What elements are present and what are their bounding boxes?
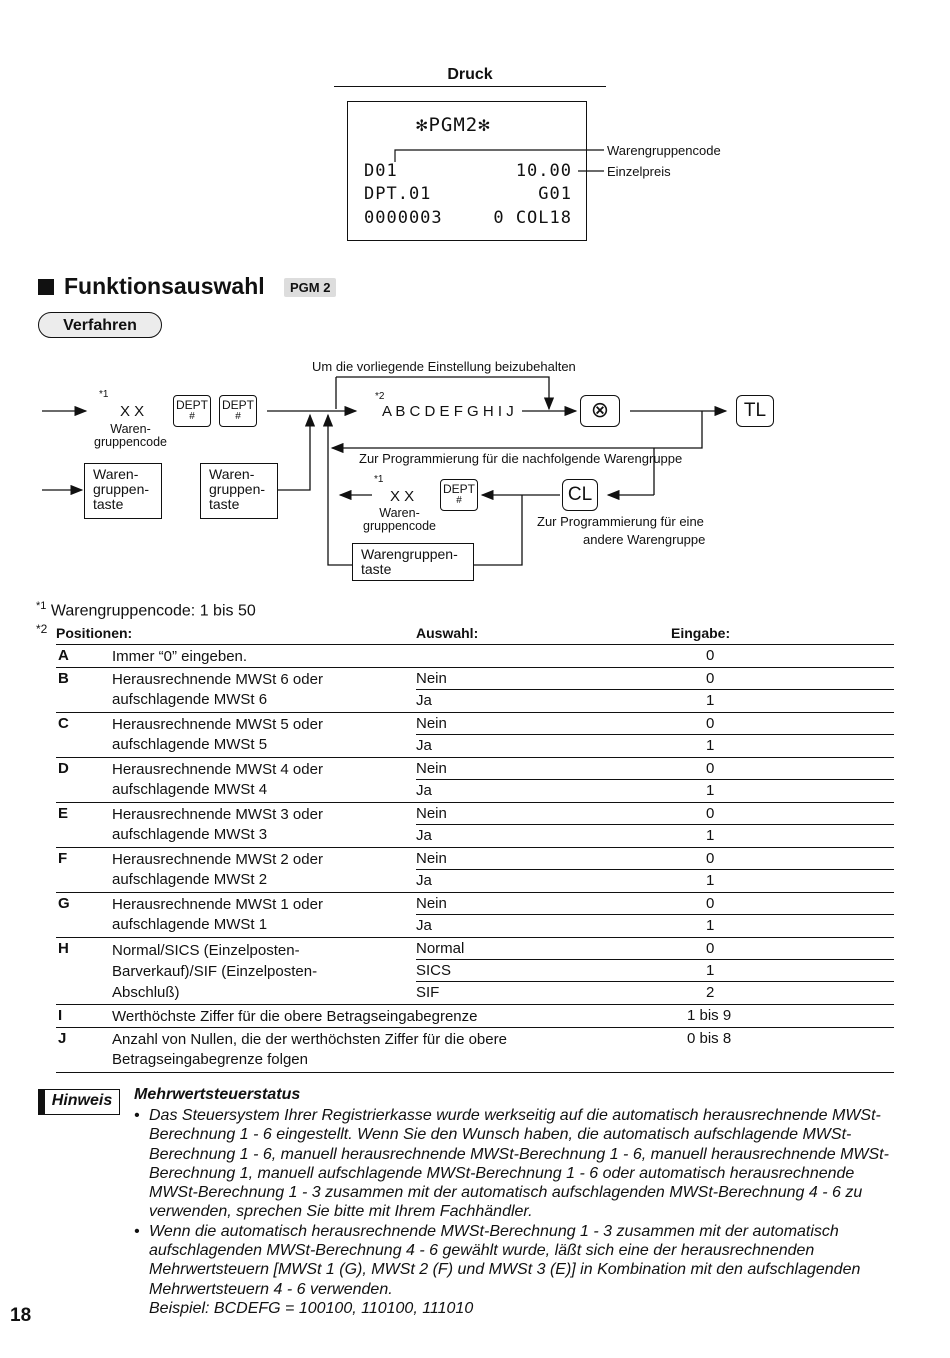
xx-caption: Waren- gruppencode bbox=[94, 422, 167, 449]
header-selection: Auswahl: bbox=[416, 625, 479, 641]
option-input-value: 1 bbox=[706, 782, 715, 799]
row-description: Herausrechnende MWSt 1 oder aufschlagende MWSt 1 bbox=[112, 896, 323, 933]
dept-key-label: DEPT bbox=[221, 398, 254, 412]
department-key-box: Waren- gruppen- taste bbox=[200, 463, 278, 519]
keep-setting-note: Um die vorliegende Einstellung beizubehalten bbox=[312, 359, 576, 374]
option-input-value: 0 bbox=[706, 850, 715, 867]
footnote-1 bbox=[36, 600, 256, 620]
section-title bbox=[38, 273, 265, 300]
row-letter: J bbox=[58, 1030, 67, 1047]
callout-dept-code: Warengruppencode bbox=[607, 143, 721, 158]
procedure-diagram bbox=[0, 355, 950, 590]
option-line bbox=[416, 982, 894, 1004]
option-selection: Ja bbox=[416, 692, 432, 709]
department-key-box: Warengruppen- taste bbox=[352, 543, 474, 581]
option-selection: Nein bbox=[416, 895, 447, 912]
table-header bbox=[56, 625, 894, 645]
procedure-label: Verfahren bbox=[38, 312, 162, 338]
row-input-value: 0 bis 8 bbox=[687, 1030, 732, 1047]
table-row bbox=[56, 1005, 894, 1028]
option-input-value: 1 bbox=[706, 872, 715, 889]
dept-key-label: DEPT bbox=[442, 482, 475, 496]
receipt-title: Druck bbox=[334, 66, 606, 87]
receipt-dept-code: D01 bbox=[364, 161, 398, 181]
row-description: Immer “0” eingeben. bbox=[112, 648, 248, 665]
cl-key: CL bbox=[562, 479, 598, 511]
row-letter: C bbox=[58, 715, 69, 732]
row-letter: E bbox=[58, 805, 69, 822]
option-selection: Ja bbox=[416, 737, 432, 754]
option-input-value: 0 bbox=[706, 715, 715, 732]
row-letter: A bbox=[58, 647, 69, 664]
option-line bbox=[416, 780, 894, 802]
table-row bbox=[56, 848, 894, 893]
settings-table bbox=[56, 625, 894, 1073]
option-selection: Nein bbox=[416, 805, 447, 822]
table-row bbox=[56, 758, 894, 803]
option-line bbox=[416, 915, 894, 937]
option-line bbox=[416, 960, 894, 982]
option-line bbox=[416, 735, 894, 757]
option-line bbox=[416, 893, 894, 915]
option-line bbox=[416, 825, 894, 847]
row-description: Normal/SICS (Einzelposten-Barverkauf)/SIF (Einzelposten-Abschluß) bbox=[112, 942, 318, 1001]
table-row bbox=[56, 803, 894, 848]
row-letter: I bbox=[58, 1007, 63, 1024]
page-number: 18 bbox=[10, 1305, 32, 1326]
row-description: Herausrechnende MWSt 5 oder aufschlagende MWSt 5 bbox=[112, 716, 323, 753]
option-line bbox=[416, 938, 894, 960]
row-description: Herausrechnende MWSt 4 oder aufschlagende MWSt 4 bbox=[112, 761, 323, 798]
option-input-value: 0 bbox=[706, 760, 715, 777]
receipt-callout-lines bbox=[0, 0, 950, 260]
note-example: Beispiel: BCDEFG = 100100, 110100, 111010 bbox=[149, 1299, 474, 1317]
row-description: Anzahl von Nullen, die der werthöchsten Ziffer für die obere Betragseingabegrenze folgen bbox=[112, 1031, 507, 1068]
note-bullet-2: • Wenn die automatisch herausrechnende MWSt-Berechnung 1 - 3 zusammen mit der automatisch aufschlagenden MWSt-Berechnung 4 - 6 gewählt wurde, läßt sich eine der herausrechnenden Mehrwertsteuern [MWSt 1 (G), MWSt 2 (F) und MWSt 3 (E)] in Kombination mit den aufschlagenden Mehrwertsteuern 4 - 6 verwenden. bbox=[134, 1222, 904, 1299]
row-description: Herausrechnende MWSt 6 oder aufschlagende MWSt 6 bbox=[112, 671, 323, 708]
option-input-value: 1 bbox=[706, 692, 715, 709]
option-selection: SIF bbox=[416, 984, 440, 1001]
table-row bbox=[56, 893, 894, 938]
option-line bbox=[416, 848, 894, 870]
table-body bbox=[56, 645, 894, 1073]
table-row bbox=[56, 938, 894, 1005]
digit-entry-xx: X X bbox=[120, 403, 145, 420]
note-body bbox=[134, 1106, 904, 1318]
other-dept-note-2: andere Warengruppe bbox=[583, 532, 706, 547]
footnote-1-text: Warengruppencode: 1 bis 50 bbox=[50, 602, 256, 620]
option-selection: Ja bbox=[416, 782, 432, 799]
row-letter: H bbox=[58, 940, 69, 957]
tl-key: TL bbox=[736, 395, 774, 427]
dept-key bbox=[173, 395, 211, 427]
row-input-value: 0 bbox=[706, 647, 715, 664]
footnote-2-mark: *2 bbox=[36, 622, 48, 636]
table-row bbox=[56, 645, 894, 668]
row-letter: D bbox=[58, 760, 69, 777]
section-title-text: Funktionsauswahl bbox=[64, 273, 265, 299]
note-label: Hinweis bbox=[38, 1089, 120, 1115]
table-row bbox=[56, 668, 894, 713]
header-positions: Positionen: bbox=[56, 625, 133, 641]
option-input-value: 2 bbox=[706, 984, 715, 1001]
option-input-value: 0 bbox=[706, 940, 715, 957]
option-line bbox=[416, 758, 894, 780]
option-line bbox=[416, 713, 894, 735]
row-letter: G bbox=[58, 895, 70, 912]
option-line bbox=[416, 690, 894, 712]
option-input-value: 0 bbox=[706, 895, 715, 912]
row-letter: B bbox=[58, 670, 69, 687]
receipt-group: G01 bbox=[538, 184, 572, 204]
header-input: Eingabe: bbox=[671, 625, 731, 641]
option-line bbox=[416, 803, 894, 825]
option-selection: Nein bbox=[416, 760, 447, 777]
callout-unit-price: Einzelpreis bbox=[607, 164, 671, 179]
option-line bbox=[416, 668, 894, 690]
digit-entry-xx: X X bbox=[390, 488, 415, 505]
note-bullet-1: • Das Steuersystem Ihrer Registrierkasse wurde werkseitig auf die automatisch herausrechnende MWSt-Berechnung 1 - 6 eingestellt. Wenn Sie den Wunsch haben, die automatisch aufschlagende MWSt-Berechnung 1 - 6, manuell herausrechnende MWSt-Berechnung 1 - 6, manuell herausrechnende MWSt-Berechnung 1, manuell aufschlagende MWSt-Berechnung 1 - 6 oder automatisch herausrechnende MWSt-Berechnung 1 - 3 zusammen mit der automatisch aufschlagenden MWSt-Berechnung 4 - 6 zu verwenden, sprechen Sie bitte mit Ihrem Fachhändler. bbox=[134, 1106, 904, 1222]
option-selection: Ja bbox=[416, 872, 432, 889]
receipt-unit-price: 10.00 bbox=[515, 161, 572, 181]
dept-key-hash: # bbox=[456, 495, 462, 506]
next-dept-note: Zur Programmierung für die nachfolgende Warengruppe bbox=[359, 451, 683, 466]
option-selection: Ja bbox=[416, 917, 432, 934]
square-bullet-icon bbox=[38, 279, 54, 295]
option-selection: Ja bbox=[416, 827, 432, 844]
receipt-dept-name: DPT.01 bbox=[364, 184, 432, 204]
option-input-value: 1 bbox=[706, 917, 715, 934]
table-row bbox=[56, 1028, 894, 1073]
receipt-header: ✻PGM2✻ bbox=[416, 114, 491, 136]
footnote-mark-2: *2 bbox=[375, 391, 385, 402]
footnote-mark-1: *1 bbox=[374, 474, 384, 485]
note-title: Mehrwertsteuerstatus bbox=[134, 1086, 301, 1103]
xx-caption: Waren- gruppencode bbox=[363, 506, 436, 533]
dept-key-label: DEPT bbox=[175, 398, 208, 412]
footnote-mark-1: *1 bbox=[99, 389, 109, 400]
option-input-value: 0 bbox=[706, 670, 715, 687]
option-input-value: 1 bbox=[706, 737, 715, 754]
option-input-value: 1 bbox=[706, 827, 715, 844]
dept-key-hash: # bbox=[235, 411, 241, 422]
mode-badge: PGM 2 bbox=[284, 278, 336, 297]
option-selection: Nein bbox=[416, 850, 447, 867]
other-dept-note-1: Zur Programmierung für eine bbox=[537, 514, 704, 529]
option-selection: Normal bbox=[416, 940, 465, 957]
table-row bbox=[56, 713, 894, 758]
row-input-value: 1 bis 9 bbox=[687, 1007, 732, 1024]
option-selection: Nein bbox=[416, 715, 447, 732]
row-description: Herausrechnende MWSt 3 oder aufschlagende MWSt 3 bbox=[112, 806, 323, 843]
dept-key bbox=[219, 395, 257, 427]
dept-key-hash: # bbox=[189, 411, 195, 422]
row-letter: F bbox=[58, 850, 68, 867]
multiply-key-icon: ⊗ bbox=[580, 395, 620, 427]
position-letters: A B C D E F G H I J bbox=[382, 403, 514, 420]
option-selection: SICS bbox=[416, 962, 452, 979]
footnote-1-mark: *1 bbox=[36, 600, 47, 612]
department-key-box: Waren- gruppen- taste bbox=[84, 463, 162, 519]
row-description: Werthöchste Ziffer für die obere Betragseingabegrenze bbox=[112, 1008, 478, 1025]
row-description: Herausrechnende MWSt 2 oder aufschlagende MWSt 2 bbox=[112, 851, 323, 888]
option-input-value: 0 bbox=[706, 805, 715, 822]
option-input-value: 1 bbox=[706, 962, 715, 979]
receipt-counter: 0000003 bbox=[364, 208, 443, 228]
option-line bbox=[416, 870, 894, 892]
dept-key bbox=[440, 479, 478, 511]
receipt-col: 0 COL18 bbox=[493, 208, 572, 228]
option-selection: Nein bbox=[416, 670, 447, 687]
